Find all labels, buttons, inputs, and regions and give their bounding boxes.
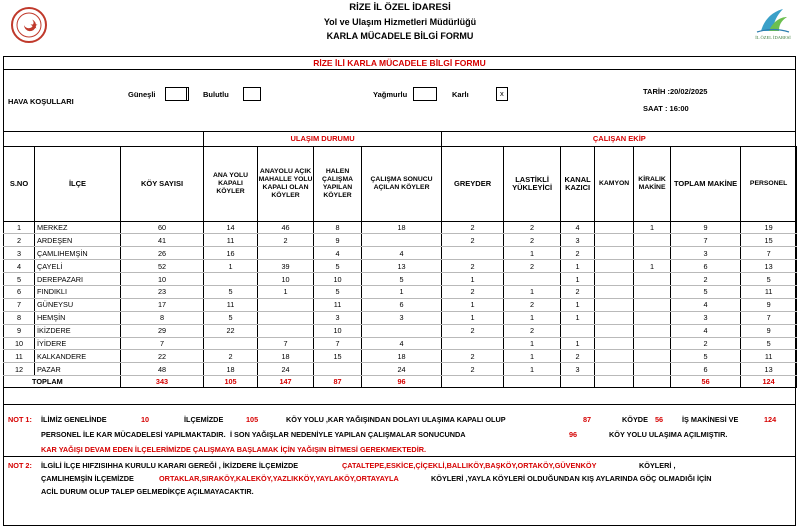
col-sno: S.NO — [4, 146, 35, 221]
cell-toplam-makine: 4 — [671, 298, 741, 311]
col-toplam-makine: TOPLAM MAKİNE — [671, 146, 741, 221]
cell-ilce: ÇAYELİ — [35, 260, 121, 273]
cell-kamyon — [595, 273, 634, 286]
cell-halen-calisma: 5 — [314, 285, 362, 298]
cell-ilce: İYİDERE — [35, 337, 121, 350]
total-mahalle: 147 — [258, 376, 314, 388]
cell-lastikli-yukleyici: 1 — [504, 350, 561, 363]
col-halen-calisma: HALEN ÇALIŞMA YAPILAN KÖYLER — [314, 146, 362, 221]
cell-koy-sayisi: 22 — [121, 350, 204, 363]
cell-greyder: 2 — [442, 363, 504, 376]
notes-middle-divider — [3, 456, 796, 457]
note1-text-a: İLİMİZ GENELİNDE — [41, 415, 107, 424]
cell-greyder: 2 — [442, 221, 504, 234]
cell-kamyon — [595, 324, 634, 337]
note2-tag: NOT 2: — [8, 461, 32, 470]
table-row — [4, 285, 797, 298]
col-kanal-kazici: KANAL KAZICI — [561, 146, 595, 221]
cell-acilan-koyler: 18 — [362, 221, 442, 234]
cell-kanal-kazici: 1 — [561, 311, 595, 324]
cell-kamyon — [595, 363, 634, 376]
totals-row — [4, 376, 797, 388]
note1-line2-c: KÖY YOLU ULAŞIMA AÇILMIŞTIR. — [609, 430, 728, 439]
weather-check-mark: x — [500, 89, 504, 98]
header-form-name: KARLA MÜCADELE BİLGİ FORMU — [326, 31, 474, 41]
cell-halen-calisma: 5 — [314, 260, 362, 273]
cell-kanal-kazici: 2 — [561, 247, 595, 260]
cell-kanal-kazici: 2 — [561, 350, 595, 363]
cell-greyder: 2 — [442, 234, 504, 247]
cell-sno: 4 — [4, 260, 35, 273]
table-row — [4, 234, 797, 247]
cell-kiralik-makine — [634, 324, 671, 337]
cell-kiralik-makine — [634, 247, 671, 260]
cell-personel: 7 — [741, 247, 797, 260]
cell-greyder: 1 — [442, 273, 504, 286]
note1-tag: NOT 1: — [8, 415, 32, 424]
note1-text-c: KÖY YOLU ,KAR YAĞIŞINDAN DOLAYI ULAŞIMA KAPALI OLUP — [286, 415, 506, 424]
logo-caption: İL ÖZEL İDARESİ — [755, 35, 791, 40]
note1-value-personel: 124 — [764, 415, 777, 424]
cell-kiralik-makine: 1 — [634, 221, 671, 234]
table-row — [4, 260, 797, 273]
cell-ana-yolu-kapali: 14 — [204, 221, 258, 234]
total-blank — [595, 376, 634, 388]
note1-line3: KAR YAĞIŞI DEVAM EDEN İLÇELERİMİZDE ÇALIŞMAYA BAŞLAMAK İÇİN YAĞIŞIN BİTMESİ GEREKMEKTEDİR. — [41, 445, 427, 454]
cell-kanal-kazici: 3 — [561, 234, 595, 247]
cell-kanal-kazici: 3 — [561, 363, 595, 376]
cell-personel: 7 — [741, 311, 797, 324]
report-time: SAAT : 16:00 — [643, 104, 689, 113]
note1-value-acilan: 96 — [569, 430, 578, 439]
cell-kamyon — [595, 260, 634, 273]
note2-text-a: İLGİLİ İLÇE HIFZISIHHA KURULU KARARI GEREĞİ , İKİZDERE İLÇEMİZDE — [41, 461, 299, 470]
cell-sno: 6 — [4, 285, 35, 298]
total-halen: 87 — [314, 376, 362, 388]
cell-kamyon — [595, 247, 634, 260]
total-koy: 343 — [121, 376, 204, 388]
table-row — [4, 221, 797, 234]
cell-kamyon — [595, 221, 634, 234]
cell-personel: 11 — [741, 285, 797, 298]
cell-halen-calisma — [314, 363, 362, 376]
cell-kiralik-makine — [634, 350, 671, 363]
cell-personel: 13 — [741, 260, 797, 273]
cell-halen-calisma: 8 — [314, 221, 362, 234]
cell-kanal-kazici: 1 — [561, 273, 595, 286]
cell-kiralik-makine — [634, 273, 671, 286]
cell-halen-calisma: 9 — [314, 234, 362, 247]
total-ana-yolu: 105 — [204, 376, 258, 388]
cell-lastikli-yukleyici: 1 — [504, 363, 561, 376]
cell-ilce: HEMŞİN — [35, 311, 121, 324]
cell-sno: 5 — [4, 273, 35, 286]
total-blank — [504, 376, 561, 388]
cell-acilan-koyler: 3 — [362, 311, 442, 324]
col-ana-yolu-kapali: ANA YOLU KAPALI KÖYLER — [204, 146, 258, 221]
cell-mahalle-yolu-kapali: 39 — [258, 260, 314, 273]
group-blank — [4, 132, 204, 146]
note2-text-b: KÖYLERİ , — [639, 461, 676, 470]
cell-greyder — [442, 337, 504, 350]
cell-greyder: 1 — [442, 311, 504, 324]
cell-mahalle-yolu-kapali: 18 — [258, 350, 314, 363]
cell-mahalle-yolu-kapali: 2 — [258, 234, 314, 247]
note1-line2-b: İ SON YAĞIŞLAR NEDENİYLE YAPILAN ÇALIŞMALAR SONUCUNDA — [230, 430, 466, 439]
cell-halen-calisma: 3 — [314, 311, 362, 324]
cell-personel: 13 — [741, 363, 797, 376]
cell-toplam-makine: 2 — [671, 273, 741, 286]
total-blank — [442, 376, 504, 388]
cell-kanal-kazici: 1 — [561, 337, 595, 350]
cell-greyder: 1 — [442, 298, 504, 311]
cell-ana-yolu-kapali: 5 — [204, 311, 258, 324]
cell-koy-sayisi: 17 — [121, 298, 204, 311]
cell-sno: 11 — [4, 350, 35, 363]
cell-acilan-koyler: 4 — [362, 337, 442, 350]
cell-kiralik-makine — [634, 234, 671, 247]
note2-villages-ikizdere: ÇATALTEPE,ESKİCE,ÇİÇEKLİ,BALLIKÖY,BAŞKÖY,ORTAKÖY,GÜVENKÖY — [342, 461, 597, 470]
note1-text-d: KÖYDE — [622, 415, 648, 424]
header-institution: RİZE İL ÖZEL İDARESİ — [349, 2, 451, 13]
table-row — [4, 324, 797, 337]
total-blank — [561, 376, 595, 388]
cell-greyder: 2 — [442, 324, 504, 337]
cell-ilce: İKİZDERE — [35, 324, 121, 337]
cell-personel: 19 — [741, 221, 797, 234]
weather-section — [3, 70, 796, 132]
note1-value-calisilan: 87 — [583, 415, 592, 424]
note2-text-c: ÇAMLIHEMŞİN İLÇEMİZDE — [41, 474, 134, 483]
cell-halen-calisma: 10 — [314, 324, 362, 337]
cell-ana-yolu-kapali: 18 — [204, 363, 258, 376]
cell-ilce: MERKEZ — [35, 221, 121, 234]
cell-lastikli-yukleyici: 1 — [504, 337, 561, 350]
cell-ana-yolu-kapali: 2 — [204, 350, 258, 363]
cell-kamyon — [595, 285, 634, 298]
weather-option-label: Bulutlu — [203, 90, 229, 99]
table-row — [4, 298, 797, 311]
cell-kamyon — [595, 234, 634, 247]
cell-koy-sayisi: 10 — [121, 273, 204, 286]
col-koy-sayisi: KÖY SAYISI — [121, 146, 204, 221]
cell-ana-yolu-kapali — [204, 337, 258, 350]
table-body — [4, 221, 797, 376]
cell-ana-yolu-kapali: 22 — [204, 324, 258, 337]
cell-toplam-makine: 7 — [671, 234, 741, 247]
cell-sno: 8 — [4, 311, 35, 324]
cell-ana-yolu-kapali — [204, 273, 258, 286]
note2-text-d: KÖYLERİ ,YAYLA KÖYLERİ OLDUĞUNDAN KIŞ AYLARINDA GÖÇ OLMADIĞI İÇİN — [431, 474, 712, 483]
cell-toplam-makine: 9 — [671, 221, 741, 234]
cell-toplam-makine: 6 — [671, 260, 741, 273]
table-group-header — [4, 132, 797, 146]
col-ilce: İLÇE — [35, 146, 121, 221]
cell-koy-sayisi: 23 — [121, 285, 204, 298]
cell-mahalle-yolu-kapali — [258, 298, 314, 311]
cell-kiralik-makine — [634, 337, 671, 350]
cell-personel: 9 — [741, 324, 797, 337]
cell-koy-sayisi: 60 — [121, 221, 204, 234]
cell-kiralik-makine — [634, 285, 671, 298]
cell-koy-sayisi: 48 — [121, 363, 204, 376]
cell-personel: 15 — [741, 234, 797, 247]
note2-text-e: ACİL DURUM OLUP TALEP GELMEDİKÇE AÇILMAYACAKTIR. — [41, 487, 254, 496]
cell-kamyon — [595, 350, 634, 363]
cell-kanal-kazici: 1 — [561, 298, 595, 311]
group-calisan-ekip: ÇALIŞAN EKİP — [442, 132, 797, 146]
cell-personel: 9 — [741, 298, 797, 311]
total-blank — [634, 376, 671, 388]
ozel-idare-logo — [753, 5, 793, 45]
weather-checkbox-bulutlu[interactable] — [243, 87, 261, 101]
cell-koy-sayisi: 7 — [121, 337, 204, 350]
cell-halen-calisma: 7 — [314, 337, 362, 350]
cell-lastikli-yukleyici: 2 — [504, 298, 561, 311]
weather-option-label: Karlı — [452, 90, 469, 99]
cell-toplam-makine: 5 — [671, 350, 741, 363]
note2-villages-camlihemsin: ORTAKLAR,SIRAKÖY,KALEKÖY,YAZLIKKÖY,YAYLAKÖY,ORTAYAYLA — [159, 474, 399, 483]
table-row — [4, 350, 797, 363]
cell-kiralik-makine — [634, 298, 671, 311]
cell-acilan-koyler: 4 — [362, 247, 442, 260]
cell-acilan-koyler: 18 — [362, 350, 442, 363]
cell-toplam-makine: 6 — [671, 363, 741, 376]
cell-sno: 10 — [4, 337, 35, 350]
note1-text-e: İŞ MAKİNESİ VE — [682, 415, 739, 424]
report-date: TARİH :20/02/2025 — [643, 87, 708, 96]
cell-lastikli-yukleyici: 1 — [504, 285, 561, 298]
cell-koy-sayisi: 8 — [121, 311, 204, 324]
notes-top-divider — [3, 404, 796, 405]
cell-lastikli-yukleyici: 2 — [504, 234, 561, 247]
cell-lastikli-yukleyici: 1 — [504, 311, 561, 324]
totals-label: TOPLAM — [4, 376, 121, 388]
col-kamyon: KAMYON — [595, 146, 634, 221]
cell-personel: 5 — [741, 273, 797, 286]
cell-kiralik-makine: 1 — [634, 260, 671, 273]
cell-personel: 5 — [741, 337, 797, 350]
table-row — [4, 273, 797, 286]
cell-acilan-koyler — [362, 234, 442, 247]
cell-koy-sayisi: 41 — [121, 234, 204, 247]
cell-greyder: 2 — [442, 285, 504, 298]
cell-toplam-makine: 5 — [671, 285, 741, 298]
weather-option-label: Yağmurlu — [373, 90, 408, 99]
table-row — [4, 311, 797, 324]
cell-sno: 2 — [4, 234, 35, 247]
cell-acilan-koyler: 5 — [362, 273, 442, 286]
weather-checkbox-gunesli[interactable] — [165, 87, 187, 101]
cell-greyder — [442, 247, 504, 260]
cell-halen-calisma: 10 — [314, 273, 362, 286]
table-row — [4, 247, 797, 260]
cell-greyder: 2 — [442, 260, 504, 273]
form-header — [0, 0, 800, 58]
cell-mahalle-yolu-kapali — [258, 324, 314, 337]
cell-sno: 12 — [4, 363, 35, 376]
cell-ana-yolu-kapali: 11 — [204, 298, 258, 311]
cell-kamyon — [595, 311, 634, 324]
cell-acilan-koyler: 24 — [362, 363, 442, 376]
cell-koy-sayisi: 52 — [121, 260, 204, 273]
cell-kamyon — [595, 298, 634, 311]
cell-acilan-koyler: 1 — [362, 285, 442, 298]
cell-ilce: DEREPAZARI — [35, 273, 121, 286]
cell-mahalle-yolu-kapali — [258, 311, 314, 324]
snow-status-table — [3, 132, 797, 388]
weather-checkbox-yagmurlu[interactable] — [413, 87, 437, 101]
cell-acilan-koyler: 6 — [362, 298, 442, 311]
cell-toplam-makine: 3 — [671, 247, 741, 260]
cell-ilce: GÜNEYSU — [35, 298, 121, 311]
cell-sno: 9 — [4, 324, 35, 337]
cell-kanal-kazici: 1 — [561, 260, 595, 273]
cell-mahalle-yolu-kapali: 46 — [258, 221, 314, 234]
cell-lastikli-yukleyici: 1 — [504, 247, 561, 260]
col-acilan-koyler: ÇALIŞMA SONUCU AÇILAN KÖYLER — [362, 146, 442, 221]
cell-mahalle-yolu-kapali: 1 — [258, 285, 314, 298]
cell-toplam-makine: 4 — [671, 324, 741, 337]
total-acilan: 96 — [362, 376, 442, 388]
cell-halen-calisma: 4 — [314, 247, 362, 260]
cell-koy-sayisi: 26 — [121, 247, 204, 260]
table-column-header — [4, 146, 797, 221]
weather-checkbox-gunesli-end — [187, 87, 189, 101]
cell-sno: 3 — [4, 247, 35, 260]
cell-kiralik-makine — [634, 311, 671, 324]
col-personel: PERSONEL — [741, 146, 797, 221]
total-personel: 124 — [741, 376, 797, 388]
cell-kanal-kazici: 2 — [561, 285, 595, 298]
cell-kanal-kazici — [561, 324, 595, 337]
cell-ilce: PAZAR — [35, 363, 121, 376]
col-kiralik-makine: KİRALIK MAKİNE — [634, 146, 671, 221]
cell-mahalle-yolu-kapali — [258, 247, 314, 260]
form-title: RİZE İLİ KARLA MÜCADELE BİLGİ FORMU — [3, 56, 796, 70]
note1-value-makine: 56 — [655, 415, 664, 424]
cell-toplam-makine: 2 — [671, 337, 741, 350]
header-directorate: Yol ve Ulaşım Hizmetleri Müdürlüğü — [323, 17, 477, 27]
cell-ana-yolu-kapali: 5 — [204, 285, 258, 298]
cell-ilce: ÇAMLIHEMŞİN — [35, 247, 121, 260]
note1-value-ilce: 10 — [141, 415, 150, 424]
cell-personel: 11 — [741, 350, 797, 363]
cell-ilce: ARDEŞEN — [35, 234, 121, 247]
note1-line2-a: PERSONEL İLE KAR MÜCADELESİ YAPILMAKTADIR. — [41, 430, 226, 439]
cell-lastikli-yukleyici: 2 — [504, 260, 561, 273]
note1-value-koy: 105 — [246, 415, 259, 424]
table-row — [4, 337, 797, 350]
cell-acilan-koyler: 13 — [362, 260, 442, 273]
cell-ilce: KALKANDERE — [35, 350, 121, 363]
cell-halen-calisma: 11 — [314, 298, 362, 311]
cell-acilan-koyler — [362, 324, 442, 337]
cell-lastikli-yukleyici — [504, 273, 561, 286]
col-mahalle-yolu-kapali: ANAYOLU AÇIK MAHALLE YOLU KAPALI OLAN KÖYLER — [258, 146, 314, 221]
cell-koy-sayisi: 29 — [121, 324, 204, 337]
cell-ana-yolu-kapali: 16 — [204, 247, 258, 260]
weather-option-label: Güneşli — [128, 90, 156, 99]
note1-text-b: İLÇEMİZDE — [184, 415, 224, 424]
weather-label: HAVA KOŞULLARI — [8, 97, 74, 106]
cell-mahalle-yolu-kapali: 10 — [258, 273, 314, 286]
cell-ana-yolu-kapali: 1 — [204, 260, 258, 273]
cell-ana-yolu-kapali: 11 — [204, 234, 258, 247]
cell-lastikli-yukleyici: 2 — [504, 221, 561, 234]
cell-sno: 1 — [4, 221, 35, 234]
cell-kiralik-makine — [634, 363, 671, 376]
col-greyder: GREYDER — [442, 146, 504, 221]
total-toplam-makine: 56 — [671, 376, 741, 388]
cell-kamyon — [595, 337, 634, 350]
cell-toplam-makine: 3 — [671, 311, 741, 324]
cell-lastikli-yukleyici: 2 — [504, 324, 561, 337]
col-lastikli-yukleyici: LASTİKLİ YÜKLEYİCİ — [504, 146, 561, 221]
cell-greyder: 2 — [442, 350, 504, 363]
cell-sno: 7 — [4, 298, 35, 311]
cell-halen-calisma: 15 — [314, 350, 362, 363]
cell-mahalle-yolu-kapali: 24 — [258, 363, 314, 376]
cell-ilce: FINDIKLI — [35, 285, 121, 298]
group-ulasim-durumu: ULAŞIM DURUMU — [204, 132, 442, 146]
table-row — [4, 363, 797, 376]
cell-kanal-kazici: 4 — [561, 221, 595, 234]
cell-mahalle-yolu-kapali: 7 — [258, 337, 314, 350]
